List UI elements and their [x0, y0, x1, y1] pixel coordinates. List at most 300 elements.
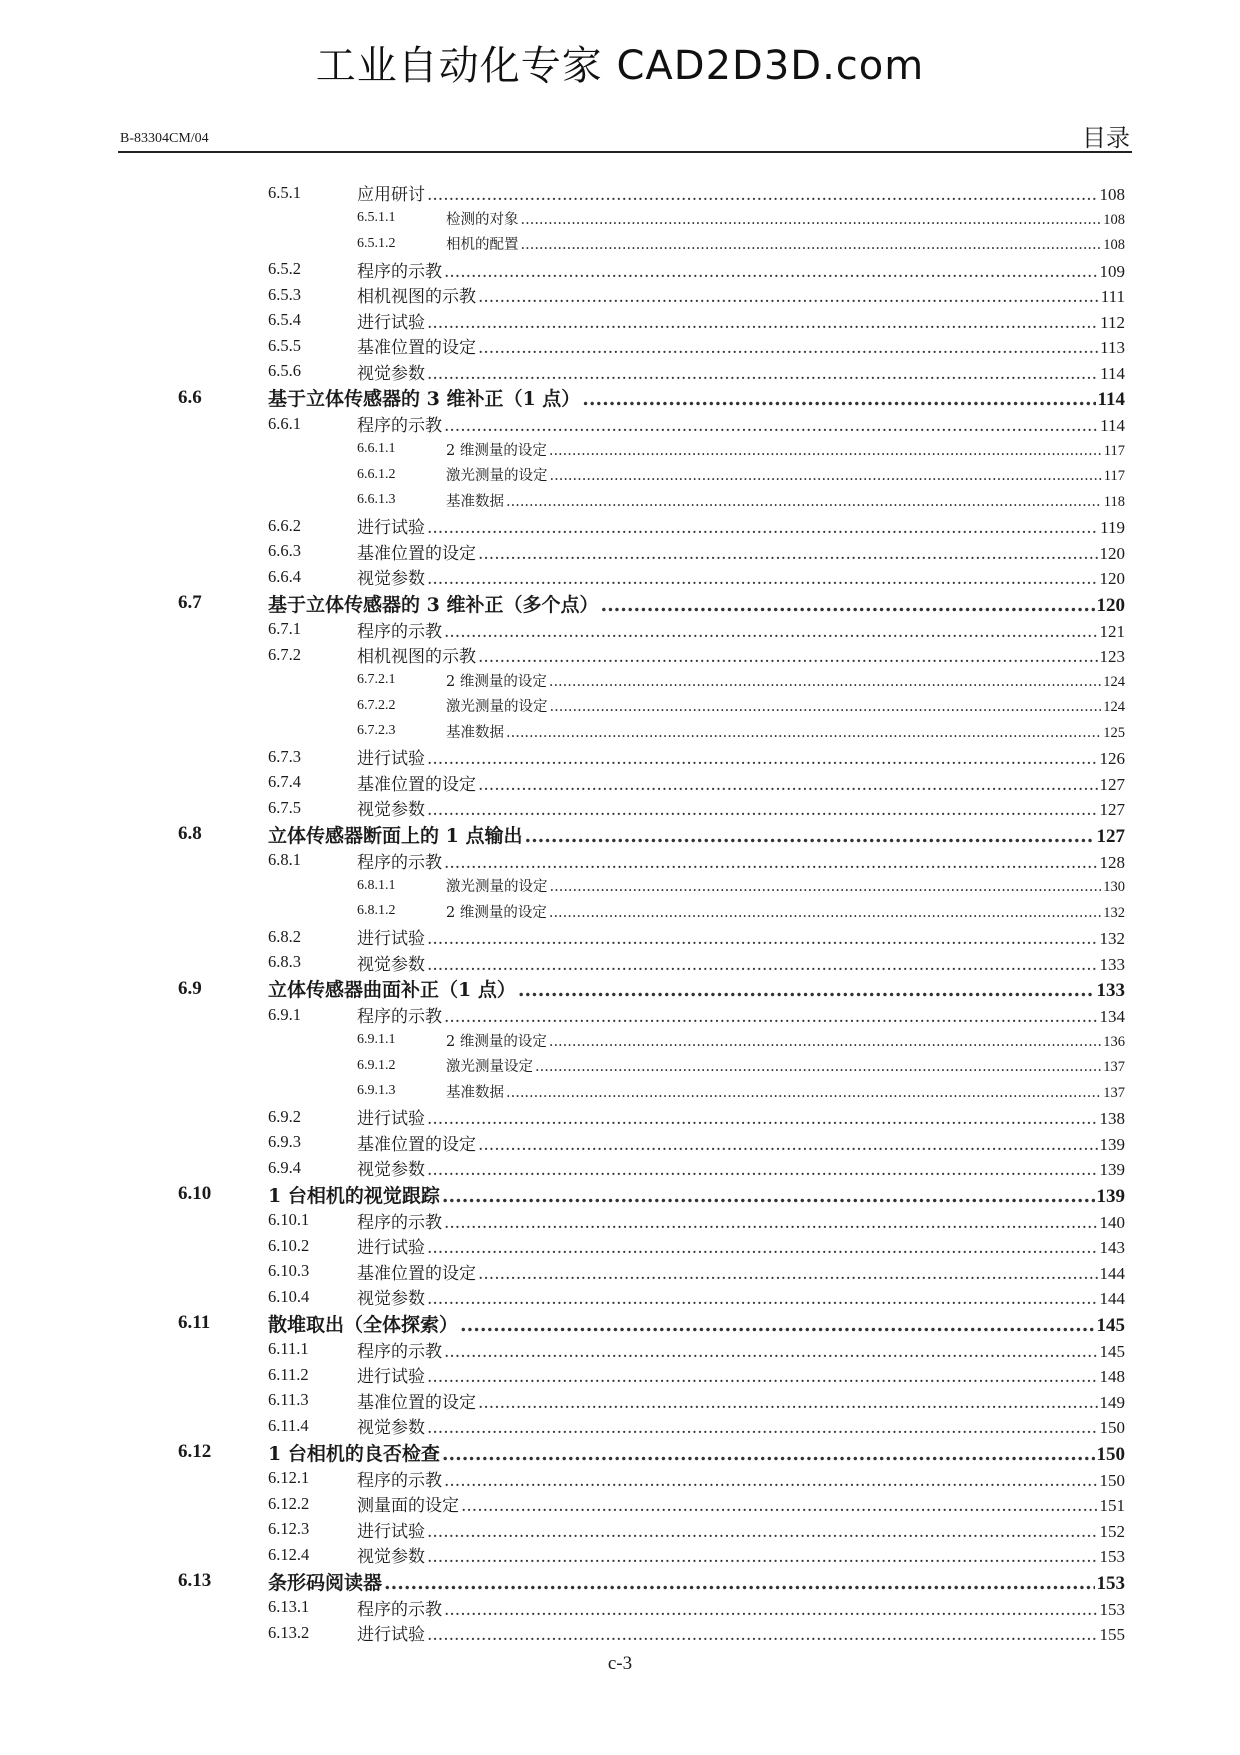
- toc-entry-title: 基准位置的设定: [357, 774, 476, 795]
- toc-entry-number: 6.7.2: [268, 644, 301, 664]
- toc-entry-line: [357, 1233, 1125, 1258]
- toc-entry-number: 6.8.1.1: [357, 877, 396, 893]
- toc-entry-number: 6.9.2: [268, 1106, 301, 1126]
- toc-entry-title: 基准位置的设定: [357, 338, 476, 359]
- toc-entry-title: 程序的示教: [357, 1470, 442, 1491]
- toc-entry-page: 136: [1103, 1033, 1125, 1050]
- toc-entry-page: 134: [1099, 1007, 1125, 1027]
- toc-entry-number: 6.5.1: [268, 182, 301, 202]
- toc-entry-line: [268, 1181, 1125, 1208]
- toc-entry[interactable]: [0, 770, 1240, 796]
- toc-leader-dots: [478, 1135, 1098, 1155]
- toc-entry-page: 150: [1099, 1470, 1125, 1490]
- toc-entry-page: 133: [1096, 980, 1125, 1001]
- section-title: 目录: [1082, 124, 1130, 152]
- toc-entry[interactable]: [0, 1413, 1240, 1439]
- toc-entry-number: 6.6.1.1: [357, 441, 396, 457]
- toc-leader-dots: [521, 212, 1102, 228]
- toc-entry-number: 6.7: [178, 592, 202, 613]
- toc-entry-title: 进行试验: [357, 929, 425, 950]
- toc-entry-page: 127: [1099, 800, 1125, 820]
- toc-leader-dots: [427, 1160, 1098, 1180]
- toc-leader-dots: [550, 699, 1102, 715]
- toc-entry-page: 153: [1096, 1572, 1125, 1594]
- toc-entry-page: 133: [1099, 954, 1125, 974]
- toc-entry-line: [357, 359, 1125, 384]
- toc-entry-number: 6.13: [178, 1570, 212, 1591]
- toc-entry-line: [357, 1620, 1125, 1645]
- toc-entry-title: 散堆取出（全体探索）: [268, 1313, 459, 1336]
- toc-entry[interactable]: [0, 1310, 1240, 1337]
- toc-entry-page: 108: [1103, 211, 1125, 228]
- toc-entry-page: 119: [1100, 518, 1125, 538]
- toc-entry[interactable]: [0, 668, 1240, 694]
- toc-entry[interactable]: [0, 411, 1240, 437]
- toc-entry-page: 124: [1103, 673, 1125, 690]
- toc-entry-page: 145: [1096, 1314, 1125, 1336]
- toc-entry-line: [357, 411, 1125, 436]
- toc-leader-dots: [427, 800, 1098, 820]
- toc-entry-line: [268, 384, 1125, 411]
- header-divider: [118, 151, 1132, 153]
- toc-entry-page: 117: [1103, 468, 1125, 485]
- toc-entry-number: 6.12: [178, 1441, 212, 1462]
- toc-entry[interactable]: [0, 333, 1240, 359]
- toc-entry-number: 6.11.1: [268, 1339, 309, 1359]
- toc-entry-title: 基准位置的设定: [357, 1263, 476, 1284]
- toc-entry[interactable]: [0, 1595, 1240, 1621]
- toc-entry-line: [446, 233, 1125, 254]
- toc-entry-number: 6.10.3: [268, 1261, 310, 1281]
- toc-entry-title: 基于立体传感器的 3 维补正（1 点）: [268, 388, 581, 410]
- toc-entry-number: 6.9.1.3: [357, 1083, 396, 1099]
- toc-entry[interactable]: [0, 1284, 1240, 1310]
- toc-entry[interactable]: [0, 642, 1240, 668]
- toc-entry-title: 视觉参数: [357, 1547, 425, 1568]
- toc-leader-dots: [427, 313, 1098, 333]
- toc-leader-dots: [582, 388, 1095, 410]
- toc-entry-number: 6.9.4: [268, 1157, 301, 1177]
- toc-entry[interactable]: [0, 282, 1240, 308]
- toc-entry[interactable]: [0, 1439, 1240, 1466]
- toc-leader-dots: [444, 416, 1098, 436]
- toc-entry-line: [357, 308, 1125, 333]
- toc-leader-dots: [427, 1418, 1098, 1438]
- toc-entry[interactable]: [0, 564, 1240, 590]
- toc-entry[interactable]: [0, 1155, 1240, 1181]
- toc-leader-dots: [442, 1443, 1095, 1465]
- toc-entry-number: 6.9.1.2: [357, 1057, 396, 1073]
- toc-entry-title: 视觉参数: [357, 1289, 425, 1310]
- toc-leader-dots: [600, 594, 1094, 616]
- toc-entry[interactable]: [0, 384, 1240, 411]
- toc-leader-dots: [444, 622, 1098, 642]
- toc-entry-title: 视觉参数: [357, 363, 425, 384]
- toc-entry-line: [357, 848, 1125, 873]
- toc-entry[interactable]: [0, 1181, 1240, 1208]
- toc-leader-dots: [444, 1213, 1098, 1233]
- toc-entry-title: 条形码阅读器: [268, 1571, 383, 1594]
- toc-entry-page: 137: [1103, 1084, 1125, 1101]
- toc-entry-title: 激光测量的设定: [446, 468, 548, 485]
- toc-entry-number: 6.8.3: [268, 952, 301, 972]
- toc-entry-number: 6.7.2.2: [357, 697, 396, 713]
- toc-entry[interactable]: [0, 1491, 1240, 1517]
- toc-entry-number: 6.6.1: [268, 413, 301, 433]
- toc-entry-line: [268, 1568, 1125, 1595]
- toc-entry[interactable]: [0, 1259, 1240, 1285]
- toc-entry[interactable]: [0, 924, 1240, 950]
- toc-leader-dots: [550, 468, 1102, 484]
- toc-entry-line: [268, 975, 1125, 1002]
- toc-entry-number: 6.9.1.1: [357, 1032, 396, 1048]
- toc-entry[interactable]: [0, 899, 1240, 925]
- toc-leader-dots: [444, 262, 1098, 282]
- toc-entry[interactable]: [0, 795, 1240, 821]
- toc-entry[interactable]: [0, 590, 1240, 617]
- toc-entry[interactable]: [0, 1517, 1240, 1543]
- toc-leader-dots: [444, 1007, 1098, 1027]
- toc-entry[interactable]: [0, 1542, 1240, 1568]
- toc-entry-page: 137: [1103, 1059, 1125, 1076]
- toc-entry-line: [357, 1002, 1125, 1027]
- toc-entry[interactable]: [0, 231, 1240, 257]
- toc-entry-page: 145: [1099, 1341, 1125, 1361]
- toc-leader-dots: [478, 1393, 1098, 1413]
- toc-entry-line: [357, 1130, 1125, 1155]
- toc-entry-number: 6.12.1: [268, 1468, 310, 1488]
- toc-leader-dots: [444, 1600, 1098, 1620]
- toc-entry[interactable]: [0, 1104, 1240, 1130]
- toc-entry-line: [446, 1081, 1125, 1102]
- toc-entry-number: 6.6.4: [268, 566, 301, 586]
- toc-entry[interactable]: [0, 617, 1240, 643]
- toc-entry-title: 立体传感器曲面补正（1 点）: [268, 979, 516, 1001]
- toc-entry-line: [446, 464, 1125, 485]
- toc-entry-number: 6.10: [178, 1183, 212, 1204]
- toc-entry[interactable]: [0, 1053, 1240, 1079]
- toc-entry-line: [268, 821, 1125, 848]
- toc-entry[interactable]: [0, 1568, 1240, 1595]
- toc-entry[interactable]: [0, 462, 1240, 488]
- toc-entry[interactable]: [0, 1388, 1240, 1414]
- toc-entry-number: 6.5.6: [268, 361, 301, 381]
- toc-entry-page: 150: [1096, 1443, 1125, 1465]
- toc-entry-title: 进行试验: [357, 1238, 425, 1259]
- toc-entry[interactable]: [0, 1079, 1240, 1105]
- toc-entry-title: 基准位置的设定: [357, 543, 476, 564]
- toc-entry[interactable]: [0, 873, 1240, 899]
- toc-entry[interactable]: [0, 257, 1240, 283]
- toc-entry-page: 138: [1099, 1109, 1125, 1129]
- document-code: B-83304CM/04: [120, 131, 209, 146]
- toc-entry-number: 6.9.1: [268, 1004, 301, 1024]
- toc-leader-dots: [549, 1034, 1101, 1050]
- toc-entry-line: [446, 208, 1125, 229]
- toc-entry[interactable]: [0, 693, 1240, 719]
- toc-leader-dots: [550, 879, 1102, 895]
- toc-entry-page: 127: [1096, 825, 1125, 847]
- toc-entry-number: 6.12.4: [268, 1544, 310, 1564]
- toc-entry-title: 激光测量设定: [446, 1059, 533, 1076]
- toc-entry-line: [357, 1284, 1125, 1309]
- toc-entry-number: 6.7.4: [268, 772, 301, 792]
- toc-leader-dots: [478, 775, 1098, 795]
- toc-entry-line: [357, 180, 1125, 205]
- toc-entry-number: 6.5.1.2: [357, 235, 396, 251]
- toc-leader-dots: [427, 185, 1098, 205]
- toc-entry-title: 激光测量的设定: [446, 879, 548, 896]
- toc-leader-dots: [442, 1185, 1095, 1207]
- toc-entry-line: [357, 795, 1125, 820]
- toc-entry-number: 6.11: [178, 1312, 211, 1333]
- toc-entry-page: 132: [1103, 904, 1125, 921]
- toc-entry[interactable]: [0, 539, 1240, 565]
- toc-leader-dots: [506, 494, 1102, 510]
- toc-entry-title: 基准数据: [446, 1084, 504, 1101]
- toc-leader-dots: [427, 955, 1098, 975]
- toc-entry[interactable]: [0, 308, 1240, 334]
- toc-entry[interactable]: [0, 1337, 1240, 1363]
- toc-entry-title: 相机视图的示教: [357, 647, 476, 668]
- toc-entry[interactable]: [0, 744, 1240, 770]
- toc-leader-dots: [427, 929, 1098, 949]
- toc-entry-page: 144: [1099, 1289, 1125, 1309]
- toc-leader-dots: [461, 1496, 1098, 1516]
- toc-entry-page: 120: [1096, 594, 1125, 616]
- toc-entry-title: 视觉参数: [357, 800, 425, 821]
- toc-leader-dots: [427, 1625, 1098, 1645]
- toc-entry-number: 6.5.4: [268, 310, 301, 330]
- toc-entry-page: 144: [1099, 1263, 1125, 1283]
- toc-entry-title: 2 维测量的设定: [446, 904, 547, 921]
- toc-entry-title: 视觉参数: [357, 1160, 425, 1181]
- toc-entry-page: 108: [1103, 237, 1125, 254]
- toc-entry-title: 基准位置的设定: [357, 1134, 476, 1155]
- toc-leader-dots: [444, 1471, 1098, 1491]
- toc-entry-title: 程序的示教: [357, 1007, 442, 1028]
- toc-entry-page: 117: [1103, 442, 1125, 459]
- toc-entry-title: 基于立体传感器的 3 维补正（多个点）: [268, 593, 599, 616]
- toc-entry-line: [357, 744, 1125, 769]
- toc-entry-title: 程序的示教: [357, 416, 442, 437]
- toc-entry-line: [268, 1439, 1125, 1466]
- toc-leader-dots: [427, 1522, 1098, 1542]
- page-number: c-3: [607, 1653, 633, 1674]
- toc-entry-number: 6.6.1.2: [357, 466, 396, 482]
- toc-entry-page: 153: [1099, 1547, 1125, 1567]
- toc-entry-title: 立体传感器断面上的 1 点输出: [268, 824, 523, 847]
- toc-entry-line: [357, 1595, 1125, 1620]
- toc-entry-title: 1 台相机的视觉跟踪: [268, 1184, 440, 1207]
- toc-entry-number: 6.7.1: [268, 619, 301, 639]
- toc-entry[interactable]: [0, 1002, 1240, 1028]
- toc-leader-dots: [427, 1289, 1098, 1309]
- toc-entry-title: 程序的示教: [357, 621, 442, 642]
- toc-entry-page: 148: [1099, 1367, 1125, 1387]
- toc-leader-dots: [478, 1264, 1098, 1284]
- toc-entry-title: 激光测量的设定: [446, 699, 548, 716]
- toc-entry-page: 139: [1099, 1160, 1125, 1180]
- toc-entry-page: 113: [1100, 338, 1125, 358]
- toc-entry-number: 6.5.1.1: [357, 210, 396, 226]
- toc-entry-title: 测量面的设定: [357, 1496, 459, 1517]
- toc-entry-title: 进行试验: [357, 749, 425, 770]
- toc-entry-page: 153: [1099, 1599, 1125, 1619]
- toc-entry-page: 139: [1099, 1134, 1125, 1154]
- toc-entry-page: 155: [1099, 1625, 1125, 1645]
- toc-entry-page: 149: [1099, 1392, 1125, 1412]
- toc-entry-line: [357, 1104, 1125, 1129]
- toc-leader-dots: [478, 287, 1099, 307]
- toc-entry-page: 120: [1099, 569, 1125, 589]
- toc-entry[interactable]: [0, 359, 1240, 385]
- toc-entry-title: 程序的示教: [357, 852, 442, 873]
- toc-entry-line: [268, 590, 1125, 617]
- toc-entry-number: 6.5.2: [268, 259, 301, 279]
- toc-leader-dots: [427, 749, 1098, 769]
- toc-entry-line: [357, 1362, 1125, 1387]
- toc-entry-line: [357, 1388, 1125, 1413]
- toc-entry-page: 132: [1099, 929, 1125, 949]
- toc-leader-dots: [521, 237, 1102, 253]
- toc-entry-line: [357, 924, 1125, 949]
- toc-entry-line: [357, 1466, 1125, 1491]
- toc-entry[interactable]: [0, 1130, 1240, 1156]
- toc-entry[interactable]: [0, 488, 1240, 514]
- toc-entry-line: [446, 875, 1125, 896]
- toc-entry-title: 程序的示教: [357, 261, 442, 282]
- toc-entry-number: 6.8.1.2: [357, 903, 396, 919]
- toc-entry-title: 相机的配置: [446, 237, 519, 254]
- toc-entry-title: 视觉参数: [357, 954, 425, 975]
- toc-entry-line: [357, 1491, 1125, 1516]
- toc-entry-page: 118: [1103, 493, 1125, 510]
- toc-entry-line: [357, 513, 1125, 538]
- toc-leader-dots: [427, 569, 1098, 589]
- toc-entry[interactable]: [0, 1620, 1240, 1646]
- toc-entry[interactable]: [0, 821, 1240, 848]
- toc-leader-dots: [478, 544, 1098, 564]
- toc-leader-dots: [460, 1314, 1094, 1336]
- toc-entry[interactable]: [0, 719, 1240, 745]
- toc-entry-line: [446, 1030, 1125, 1051]
- toc-entry-title: 检测的对象: [446, 211, 519, 228]
- toc-leader-dots: [535, 1059, 1101, 1075]
- toc-entry[interactable]: [0, 950, 1240, 976]
- toc-entry-number: 6.12.2: [268, 1493, 310, 1513]
- toc-entry-line: [357, 1208, 1125, 1233]
- toc-entry[interactable]: [0, 1028, 1240, 1054]
- toc-entry-line: [357, 282, 1125, 307]
- toc-entry-number: 6.6: [178, 386, 202, 408]
- toc-entry-number: 6.6.1.3: [357, 492, 396, 508]
- toc-entry-title: 2 维测量的设定: [446, 673, 547, 690]
- toc-entry-page: 124: [1103, 699, 1125, 716]
- toc-entry-line: [357, 1259, 1125, 1284]
- toc-leader-dots: [478, 647, 1098, 667]
- toc-entry-title: 程序的示教: [357, 1341, 442, 1362]
- toc-entry-page: 114: [1100, 363, 1125, 383]
- toc-entry-title: 2 维测量的设定: [446, 1033, 547, 1050]
- toc-entry-title: 进行试验: [357, 518, 425, 539]
- toc-entry-page: 151: [1099, 1496, 1125, 1516]
- toc-entry[interactable]: [0, 975, 1240, 1002]
- toc-entry-number: 6.11.3: [268, 1390, 309, 1410]
- toc-entry[interactable]: [0, 513, 1240, 539]
- toc-entry-line: [446, 901, 1125, 922]
- toc-entry-number: 6.11.2: [268, 1364, 309, 1384]
- toc-entry-number: 6.9.3: [268, 1132, 301, 1152]
- toc-entry-number: 6.5.3: [268, 284, 301, 304]
- toc-entry[interactable]: [0, 1466, 1240, 1492]
- table-of-contents: [0, 180, 1240, 1646]
- toc-entry-number: 6.13.2: [268, 1622, 310, 1642]
- toc-entry-page: 139: [1096, 1185, 1125, 1207]
- toc-entry[interactable]: [0, 206, 1240, 232]
- toc-entry-page: 140: [1099, 1212, 1125, 1232]
- toc-entry-page: 111: [1100, 287, 1125, 307]
- toc-entry-number: 6.8.2: [268, 926, 301, 946]
- toc-entry-title: 基准数据: [446, 493, 504, 510]
- toc-entry-number: 6.7.3: [268, 746, 301, 766]
- toc-entry-number: 6.5.5: [268, 335, 301, 355]
- toc-entry-page: 120: [1099, 543, 1125, 563]
- toc-entry-line: [446, 1055, 1125, 1076]
- toc-entry-number: 6.6.2: [268, 515, 301, 535]
- toc-entry-title: 程序的示教: [357, 1599, 442, 1620]
- toc-leader-dots: [427, 364, 1098, 384]
- toc-entry-page: 112: [1100, 312, 1125, 332]
- toc-entry-page: 121: [1099, 621, 1125, 641]
- toc-entry-line: [357, 617, 1125, 642]
- toc-entry-line: [446, 670, 1125, 691]
- toc-entry-number: 6.8.1: [268, 850, 301, 870]
- toc-entry-page: 114: [1100, 416, 1125, 436]
- toc-entry[interactable]: [0, 437, 1240, 463]
- toc-entry-number: 6.7.2.3: [357, 723, 396, 739]
- toc-entry-page: 126: [1099, 749, 1125, 769]
- toc-entry[interactable]: [0, 1362, 1240, 1388]
- toc-entry-page: 123: [1099, 647, 1125, 667]
- toc-entry-title: 基准数据: [446, 724, 504, 741]
- toc-entry[interactable]: [0, 1208, 1240, 1234]
- toc-entry[interactable]: [0, 848, 1240, 874]
- toc-entry-title: 视觉参数: [357, 1418, 425, 1439]
- toc-entry-number: 6.7.5: [268, 797, 301, 817]
- toc-entry-number: 6.10.4: [268, 1286, 310, 1306]
- toc-leader-dots: [427, 1238, 1098, 1258]
- toc-entry[interactable]: [0, 1233, 1240, 1259]
- toc-entry-line: [357, 1542, 1125, 1567]
- toc-leader-dots: [427, 1547, 1098, 1567]
- toc-entry-title: 应用研讨: [357, 185, 425, 206]
- toc-leader-dots: [427, 518, 1098, 538]
- toc-entry-line: [357, 1155, 1125, 1180]
- toc-entry[interactable]: [0, 180, 1240, 206]
- toc-entry-line: [357, 770, 1125, 795]
- toc-entry-title: 视觉参数: [357, 569, 425, 590]
- toc-entry-title: 相机视图的示教: [357, 287, 476, 308]
- toc-entry-title: 进行试验: [357, 1625, 425, 1646]
- toc-entry-title: 基准位置的设定: [357, 1392, 476, 1413]
- toc-entry-line: [357, 950, 1125, 975]
- toc-entry-line: [357, 642, 1125, 667]
- toc-leader-dots: [549, 905, 1101, 921]
- toc-leader-dots: [444, 1342, 1098, 1362]
- toc-entry-title: 进行试验: [357, 312, 425, 333]
- toc-leader-dots: [524, 825, 1094, 847]
